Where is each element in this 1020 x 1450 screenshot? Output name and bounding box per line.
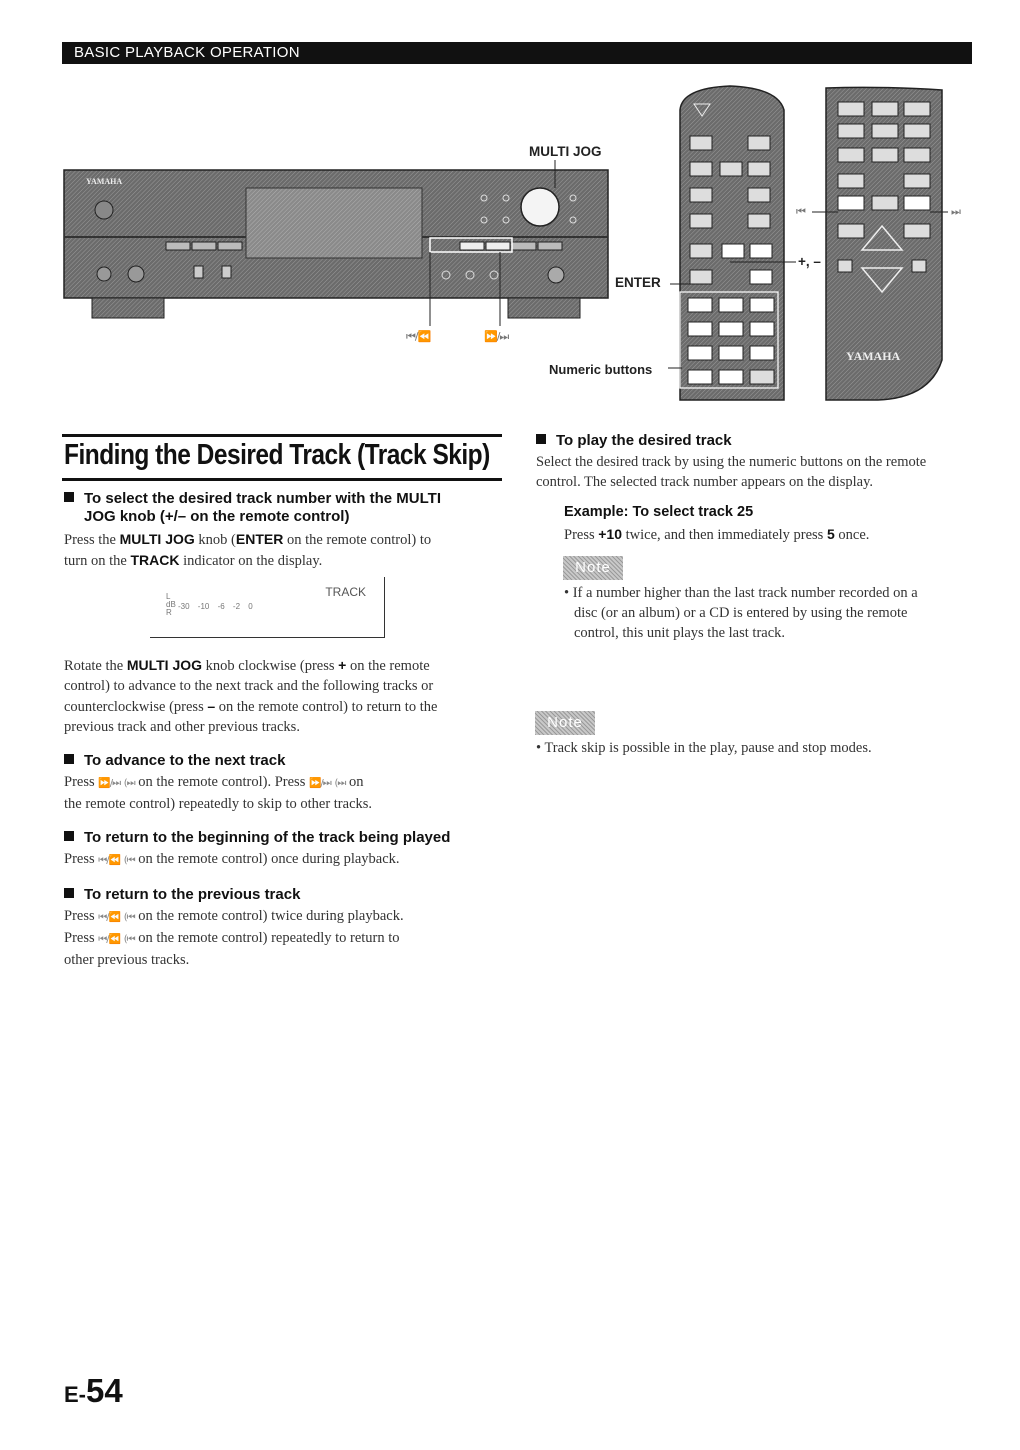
bullet-square [64,492,74,502]
remote-control-front [668,86,796,400]
example-text: Press +10 twice, and then immediately press 5 once. [564,526,870,543]
heading-return-beginning: To return to the beginning of the track being played [64,829,450,847]
note-text-2: • Track skip is possible in the play, pause and stop modes. [536,740,872,756]
label-remote-next: ⏭ [951,205,960,218]
display-level-scale: -30 -10 -6 -2 0 [178,602,253,611]
label-prev-skip: ⏮/⏪ [406,330,431,343]
bullet-square [64,831,74,841]
paragraph-advance-next: Press ⏩/⏭ (⏭ on the remote control). Press ⏩/⏭ (⏭ on the remote control) repeatedly to skip to other tracks. [64,774,373,812]
heading-advance-next: To advance to the next track [64,752,285,770]
label-numeric-buttons: Numeric buttons [549,362,653,377]
example-heading: Example: To select track 25 [564,504,754,520]
player-brand: YAMAHA [86,177,123,186]
paragraph-return-previous: Press ⏮/⏪ (⏮ on the remote control) twice during playback. Press ⏮/⏪ (⏮ on the remote control) repeatedly to return to other previous tracks. [64,908,404,968]
bullet-square [64,754,74,764]
heading-return-previous: To return to the previous track [64,886,300,904]
heading-line-2: JOG knob (+/– on the remote control) [84,508,350,525]
note-text-1: • If a number higher than the last track number recorded on a disc (or an album) or a CD is entered by using the remote control, this unit plays the last track. [564,585,918,641]
label-remote-prev: ⏮ [796,205,805,218]
paragraph-rotate: Rotate the MULTI JOG knob clockwise (press + on the remote control) to advance to the next track and the following tracks or counterclockwise (press – on the remote control) to return to the previous track and other previous tracks. [64,657,438,735]
heading-play-desired: To play the desired track [536,432,732,450]
bullet-square [64,888,74,898]
section-title: BASIC PLAYBACK OPERATION [74,44,300,61]
cd-player [64,160,608,326]
page-number: E-54 [64,1372,123,1409]
paragraph-play-desired: Select the desired track by using the numeric buttons on the remote control. The selected track number appears on the display. [536,454,927,490]
device-illustration [0,0,1020,420]
title-rule-bottom [62,478,502,481]
heading-line-1: To select the desired track number with the MULTI [84,490,442,507]
title-rule-top [62,434,502,437]
label-next-skip: ⏩/⏭ [484,330,509,343]
display-track-indicator: TRACK [325,585,366,599]
display-channel-labels: L dB R [166,592,176,617]
note-badge-2: Note [535,711,595,735]
remote-brand: YAMAHA [846,349,901,363]
paragraph-select-track: Press the MULTI JOG knob (ENTER on the remote control) to turn on the TRACK indicator on the display. [64,531,432,569]
display-illustration [150,577,385,638]
paragraph-return-beginning: Press ⏮/⏪ (⏮ on the remote control) once during playback. [64,851,400,867]
label-enter: ENTER [615,275,661,290]
label-multi-jog: MULTI JOG [529,144,602,159]
note-badge: Note [563,556,623,580]
bullet-square [536,434,546,444]
heading-select-track [64,490,504,526]
label-plus-minus: +, – [798,254,821,269]
page-title: Finding the Desired Track (Track Skip) [64,439,490,471]
remote-control-detail [812,87,948,400]
